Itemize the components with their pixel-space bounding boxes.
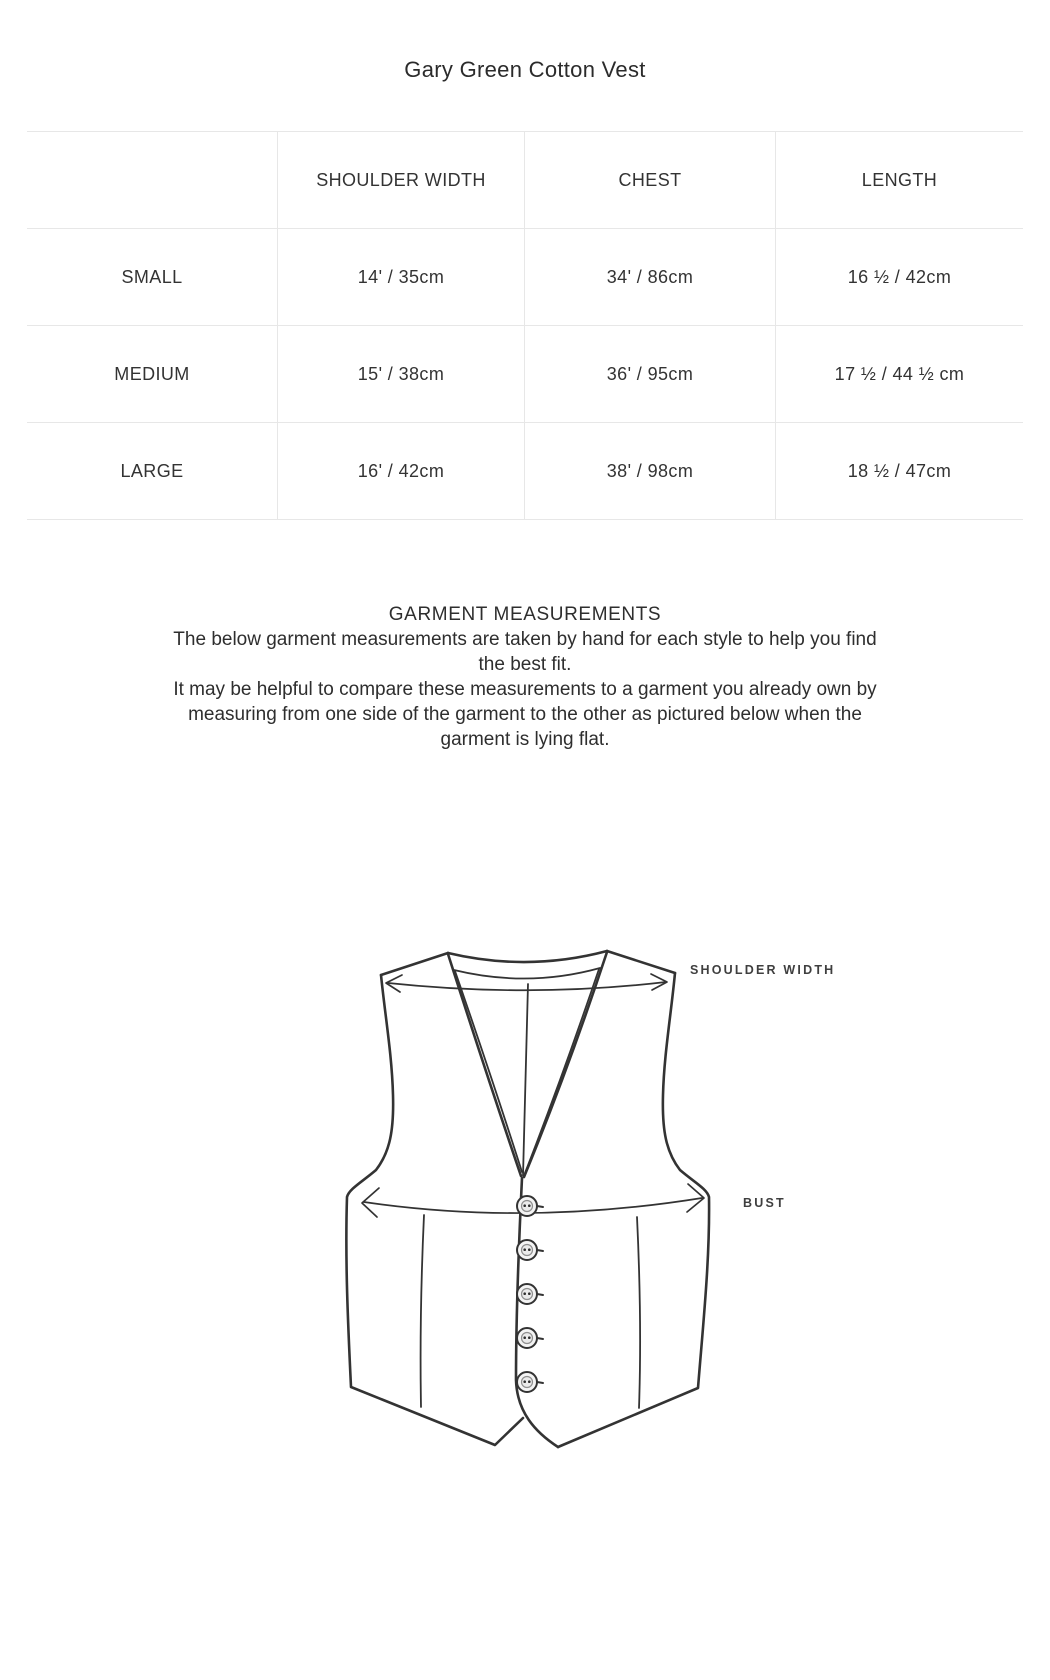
chest-value: 36' / 95cm — [524, 326, 775, 423]
shoulder-width-value: 14' / 35cm — [277, 229, 524, 326]
table-row — [27, 423, 1023, 520]
table-row — [27, 229, 1023, 326]
info-line: garment is lying flat. — [440, 729, 610, 750]
shoulder-width-value: 16' / 42cm — [277, 423, 524, 520]
info-heading: GARMENT MEASUREMENTS — [388, 604, 662, 625]
info-line: It may be helpful to compare these measurements to a garment you already own by — [173, 679, 877, 700]
vest-button — [517, 1240, 543, 1260]
info-line: measuring from one side of the garment to the other as pictured below when the — [188, 704, 862, 725]
header-cell-length: LENGTH — [775, 132, 1023, 229]
chest-value: 38' / 98cm — [524, 423, 775, 520]
shoulder-width-value: 15' / 38cm — [277, 326, 524, 423]
length-value: 17 ½ / 44 ½ cm — [775, 326, 1023, 423]
page-title: Gary Green Cotton Vest — [404, 57, 646, 82]
vest-button — [517, 1328, 543, 1348]
vest-illustration — [300, 930, 800, 1490]
size-label: SMALL — [27, 229, 277, 326]
length-value: 16 ½ / 42cm — [775, 229, 1023, 326]
vest-button — [517, 1372, 543, 1392]
header-cell-chest: CHEST — [524, 132, 775, 229]
garment-measurements-info — [115, 602, 935, 752]
shoulder-width-arrow — [386, 974, 667, 992]
size-label: MEDIUM — [27, 326, 277, 423]
table-header-row — [27, 132, 1023, 229]
info-line: the best fit. — [478, 654, 572, 675]
shoulder-width-label: SHOULDER WIDTH — [690, 963, 836, 977]
table-row — [27, 326, 1023, 423]
size-chart-table — [27, 131, 1023, 520]
header-cell-shoulder-width: SHOULDER WIDTH — [277, 132, 524, 229]
bust-label: BUST — [743, 1196, 786, 1210]
vest-button — [517, 1284, 543, 1304]
size-label: LARGE — [27, 423, 277, 520]
info-line: The below garment measurements are taken by hand for each style to help you find — [173, 629, 877, 650]
header-cell-size — [27, 132, 277, 229]
chest-value: 34' / 86cm — [524, 229, 775, 326]
length-value: 18 ½ / 47cm — [775, 423, 1023, 520]
